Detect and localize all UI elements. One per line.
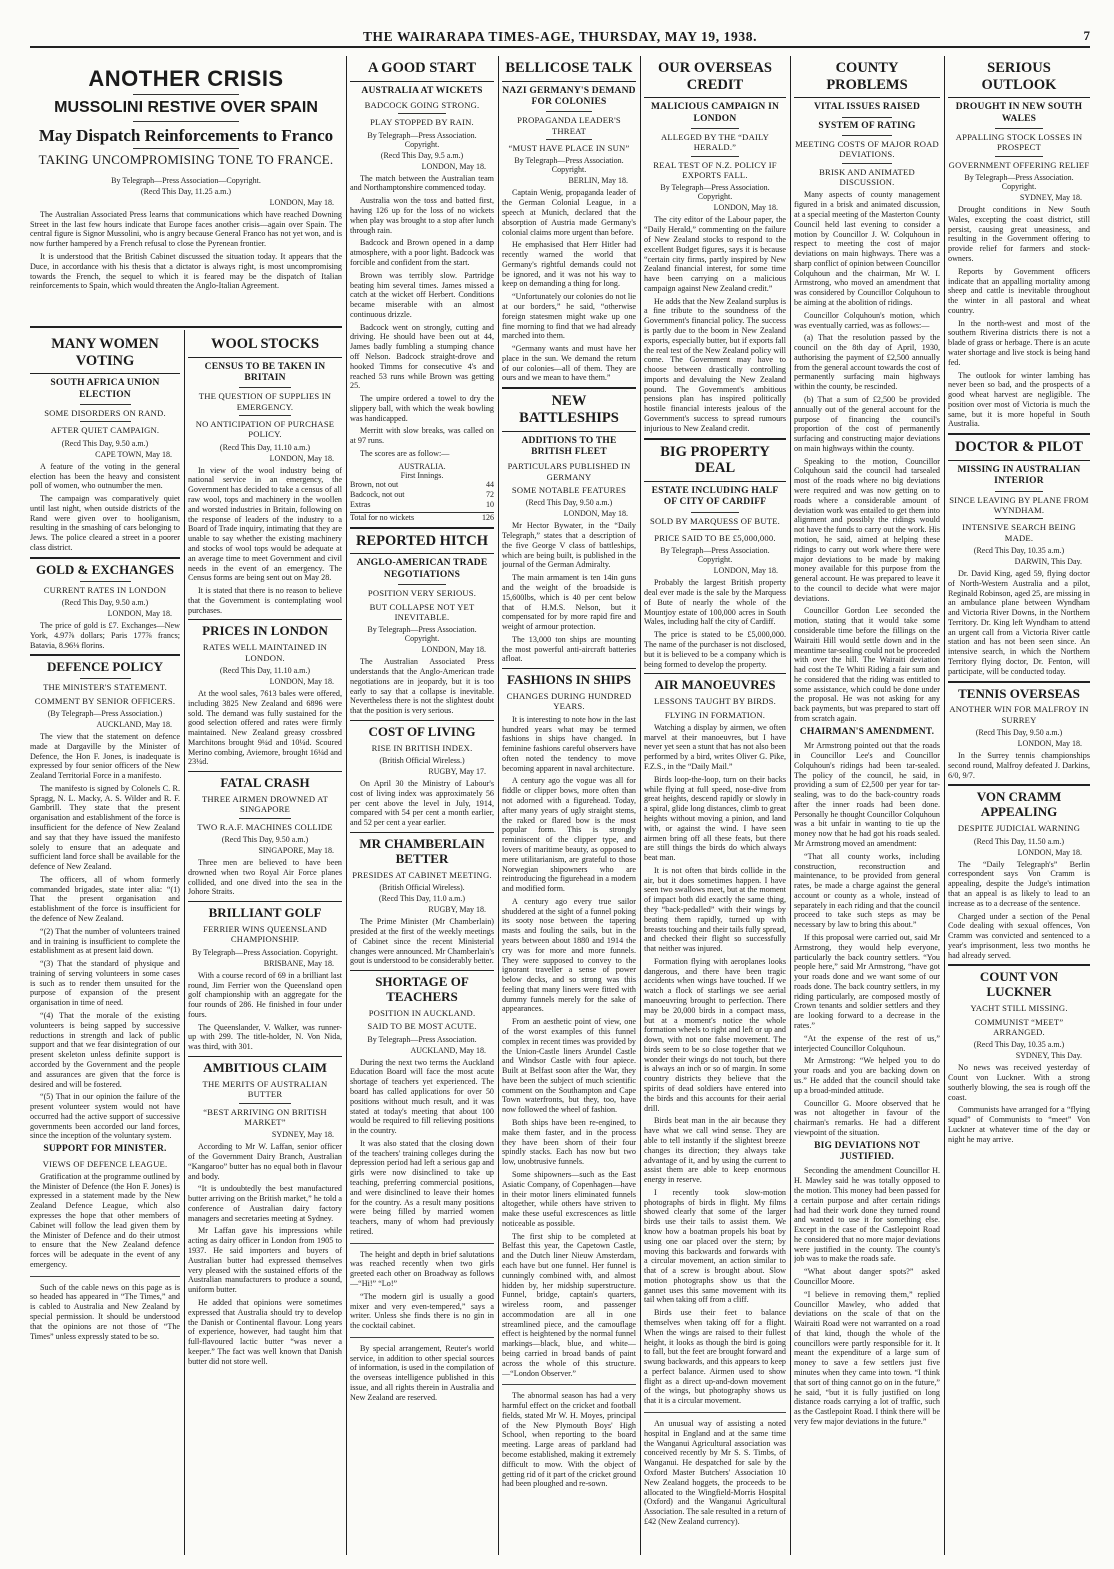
bellicose-headline: BELLICOSE TALK xyxy=(505,60,633,76)
butter-p1: According to Mr W. Laffan, senior officer of the Government Dairy Branch, Australian “Kangaroo” butter has no equal both in flavour and body. xyxy=(188,1142,342,1181)
chamberlain-sub1: PRESIDES AT CABINET MEETING. xyxy=(352,869,492,880)
score-row: Extras 10 xyxy=(350,499,494,509)
cramm-p1: The “Daily Telegraph's” Berlin correspondent says Von Cramm is appealing, despite the Judge's intimation that an appeal is as likely to lead to an increase as to a decrease of the sentence. xyxy=(948,859,1090,908)
credit-sub1: MALICIOUS CAMPAIGN IN LONDON xyxy=(650,102,780,124)
air-p4: Formation flying with aeroplanes looks dangerous, and there have been tragic accidents when wings have touched. If we watch a flock of starlings we see aerial manoeuvring brought to perfection. There may be 20,000 birds in a compact mass, but at a moment's notice the whole formation wheels to right and left or up and down, with not one false movement. The birds seem to be so close together that we wonder their wings do not touch, but there is always an inch or so of margin. In some country districts they believe that the spirits of dead soldiers have entered into the birds and this accounts for their aerial drill. xyxy=(644,956,786,1113)
county-p7: Mr Armstrong pointed out that the roads in Councillor Lee's and Councillor Colquhoun's ridings had been tar-sealed. The policy of the council, he said, in providing a sum of £2,500 per year for tar-sealing, was to do the back-country roads after the inner roads had been done. Personally he thought Councillor Colquhoun was a bit unfair in wanting to tie up the money now that he had got his roads sealed. Mr Armstrong moved an amendment: xyxy=(794,741,940,848)
gold-p1: The price of gold is £7. Exchanges—New York, 4.97⅞ dollars; Paris 177⅞ francs; Batavia, 8.96⅛ florins. xyxy=(30,621,180,650)
cricket-received: (Recd This Day, 9.5 a.m.) xyxy=(380,150,464,160)
bellicose-dateline: BERLIN, May 18. xyxy=(568,176,628,186)
outlook-byline: By Telegraph—Press Association. Copyright. xyxy=(964,173,1074,192)
doctor-headline: DOCTOR & PILOT xyxy=(955,439,1083,456)
crash-headline: FATAL CRASH xyxy=(220,775,310,791)
wool-p2: It is stated that there is no reason to believe that the Government is contemplating wool purchases. xyxy=(188,586,342,615)
defence-p6: “(4) That the morale of the existing volunteers is being sapped by successive reductions in strength and lack of public support and that we fear disintegration of our present skeleton unless definite support is accorded by the Government and the people and assurances are given that the force is desired and will be fostered. xyxy=(30,1011,180,1089)
credit-p1: The city editor of the Labour paper, the “Daily Herald,” commenting on the failure of New Zealand stocks to respond to the excellent Budget figures, says it is because “certain city firms, partly inspired by New Zealand financial interest, for some time have been carrying on a malicious campaign against New Zealand credit.” xyxy=(644,215,786,293)
crisis-p2: It is understood that the British Cabinet discussed the situation today. It appears that the Duce, in accordance with his thesis that a dictator is always right, is most uncompromising towards the French, the sequel to which it is feared may be the dispatch of Italian reinforcements to Spain, which would threaten the Anglo-Italian Agreement. xyxy=(30,251,342,291)
cricket-headline: A GOOD START xyxy=(368,60,476,76)
prices-dateline: LONDON, May 18. xyxy=(269,676,334,686)
property-p2: The price is stated to be £5,000,000. The name of the purchaser is not disclosed, but it is believed to be a company which is being formed to develop the property. xyxy=(644,630,786,669)
defence-byline: (By Telegraph—Press Association.) xyxy=(47,708,163,718)
defence-p8: Gratification at the programme outlined by the Minister of Defence (the Hon F. Jones) is expressed in a statement made by the New Zealand Defence League, which also expresses the hope that other members of Cabinet will follow the lead given them by the Minister of Defence and do their utmost to ensure that the New Zealand defence forces will be adequate in the event of any emergency. xyxy=(30,1171,180,1269)
voting-headline: MANY WOMEN VOTING xyxy=(51,336,159,369)
defence-p5: “(3) That the standard of physique and training of serving volunteers in some cases is such as to render them unsuited for the purpose of expansion of the present organisation in time of need. xyxy=(30,959,180,1008)
air-p3: It is not often that birds collide in the air, but it does sometimes happen. I have seen two swallows meet, but at the moment of impact both did exactly the same thing, they “back-pedalled” with their wings by beating them rapidly, turned up with breasts touching and their tails fully spread, and checked their flight so successfully that neither was injured. xyxy=(644,865,786,954)
column-2 xyxy=(188,332,342,1555)
prices-sub1: RATES WELL MAINTAINED IN LONDON. xyxy=(202,642,328,663)
outlook-p1: Drought conditions in New South Wales, excepting the coast district, still persist, causing great uneasiness, and resulting in the Government offering to provide relief for farmers and stock-owners. xyxy=(948,205,1090,263)
county-amend-head: CHAIRMAN'S AMENDMENT. xyxy=(799,726,935,737)
golf-p1: With a course record of 69 in a brilliant last round, Jim Ferrier won the Queensland open golf championship with an aggregate for the four rounds of 286. He finished in four under fours. xyxy=(188,970,342,1019)
hitch-p1: The Australian Associated Press understands that the Anglo-American trade negotiations are in jeopardy, but it is too early to say that a collapse is inevitable. Nevertheless there is not the slightest doubt that the position is very serious. xyxy=(350,657,494,716)
luckner-p1: No news was received yesterday of Count von Luckner. With a strong southerly blowing, the sea is rough off the coast. xyxy=(948,1063,1090,1102)
defence-p7: “(5) That in our opinion the failure of the present volunteer system would not have occurred had the active support of successive governments been accorded our land forces, since the inception of the voluntary system. xyxy=(30,1092,180,1141)
hitch-byline: By Telegraph—Press Association. Copyright. xyxy=(367,625,477,644)
cricket-sub2: BADCOCK GOING STRONG. xyxy=(364,100,480,111)
defence-dateline: AUCKLAND, May 18. xyxy=(96,719,172,729)
luckner-sub1: YACHT STILL MISSING. xyxy=(970,1003,1068,1014)
teachers-sub1: POSITION IN AUCKLAND. xyxy=(368,1007,476,1018)
defence-support-head: SUPPORT FOR MINISTER. xyxy=(43,1144,167,1155)
cricket-p5: Badcock went on strongly, cutting and driving. He should have been out at 44, James badly fumbling a stumping chance off Nelson. Badcock straight-drove and hooked Timms for consecutive 4's and reached 53 runs while Brown was getting 25. xyxy=(350,322,494,391)
cricket-p2: Australia won the toss and batted first, having 126 up for the loss of no wickets when play was brought to a stop after lunch through rain. xyxy=(350,196,494,235)
outlook-sub2: APPALLING STOCK LOSSES IN PROSPECT xyxy=(955,132,1083,153)
wool-dateline: LONDON, May 18. xyxy=(269,453,334,463)
tennis-headline: TENNIS OVERSEAS xyxy=(958,685,1080,701)
cricket-p8: The scores are as follow:— xyxy=(360,449,450,458)
prices-p1: At the wool sales, 7613 bales were offered, including 3825 New Zealand and 6896 were sold. The demand was fully sustained for the good selection offered and rates were firmly maintained. New Zealand greasy crossbred Marchitons brought 9¼d and 10¼d. Scoured Merino combing, Aviemore, brought 16¼d and 23¼d. xyxy=(188,688,342,767)
living-sub1: RISE IN BRITISH INDEX. xyxy=(371,742,473,753)
fashions-p3: A century ago every true sailor shuddered at the sight of a funnel poking its sooty nose between the tapering masts and fouling the sails, but in the years between about 1880 and 1914 the cry was for more and more funnels. They were supposed to convey to the ignorant traveller a sense of power below decks, and so strong was this feeling that many liners were fitted with dummy funnels merely for the sake of appearances. xyxy=(502,896,636,1014)
voting-sub1: SOUTH AFRICA UNION ELECTION xyxy=(50,378,160,400)
golf-p2: The Queenslander, V. Walker, was runner-up with 299. The title-holder, N. Von Nida, was third, with 301. xyxy=(188,1022,342,1052)
tennis-received: (Recd This Day, 9.50 a.m.) xyxy=(975,728,1063,738)
county-p2: Councillor Colquhoun's motion, which was eventually carried, was as follows:— xyxy=(794,310,940,330)
page-number: 7 xyxy=(1083,28,1090,43)
gold-received: (Recd This Day, 9.50 a.m.) xyxy=(61,598,149,608)
prices-headline: PRICES IN LONDON xyxy=(202,623,328,639)
county-p11: Mr Armstrong: “We helped you to do your roads and you are backing down on us.” He added that the council should take up a broad-minded attitude. xyxy=(794,1056,940,1095)
credit-p2: He adds that the New Zealand surplus is a fine tribute to the soundness of the Government's financial policy. The success is partly due to the boom in New Zealand exports, especially butter, but if exports fall the real test of the New Zealand policy will come. The Government may have to choose between drastically controlling imports and devaluing the New Zealand pound. The Government's ambitious pensions plan has inspired politically hostile financial interests jealous of the Government's success to spread rumours injurious to New Zealand credit. xyxy=(644,296,786,433)
wool-sub3: NO ANTICIPATION OF PURCHASE POLICY. xyxy=(195,419,335,440)
county-big-head: BIG DEVIATIONS NOT JUSTIFIED. xyxy=(814,1140,920,1163)
column-7 xyxy=(948,56,1090,1555)
cricket-innings: First Innings. xyxy=(400,470,444,480)
cricket-p6: The umpire ordered a towel to dry the slippery ball, with which the weak bowling was handicapped. xyxy=(350,394,494,423)
county-p12: Councillor G. Moore observed that he was not altogether in favour of the chairman's remarks. He had a different viewpoint of the situation. xyxy=(794,1098,940,1137)
filler-p3: The height and depth in brief salutations was reached recently when two girls greeted each other on Broadway as follows—“Hi!” “Lo!” xyxy=(350,1249,494,1289)
crisis-sub1: MUSSOLINI RESTIVE OVER SPAIN xyxy=(54,99,318,117)
cramm-headline: VON CRAMM APPEALING xyxy=(976,789,1062,820)
outlook-sub3: GOVERNMENT OFFERING RELIEF xyxy=(948,159,1090,170)
property-p1: Probably the largest British property deal ever made is the sale by the Marquess of Bute of nearly the whole of the Mountjoy estate of 100,000 acres in South Wales, including half the city of Cardiff. xyxy=(644,578,786,627)
luckner-sub2: COMMUNIST “MEET” ARRANGED. xyxy=(974,1016,1064,1037)
outlook-headline: SERIOUS OUTLOOK xyxy=(981,60,1057,93)
column-6 xyxy=(794,56,940,1555)
battleships-sub3: SOME NOTABLE FEATURES xyxy=(511,484,627,495)
luckner-p2: Communists have arranged for a “flying squad” of Communists to “meet” Von Luckner at whatever time of the day or night he may arrive. xyxy=(948,1105,1090,1144)
battleships-headline: NEW BATTLESHIPS xyxy=(519,393,619,426)
fashions-sub1: CHANGES DURING HUNDRED YEARS. xyxy=(506,691,632,712)
column-3 xyxy=(350,56,494,1555)
luckner-headline: COUNT VON LUCKNER xyxy=(979,969,1059,1000)
property-sub3: PRICE SAID TO BE £5,000,000. xyxy=(654,533,776,543)
gold-sub1: CURRENT RATES IN LONDON xyxy=(43,584,167,595)
air-sub2: FLYING IN FORMATION. xyxy=(664,709,766,720)
cricket-team: AUSTRALIA. xyxy=(398,461,446,471)
cricket-dateline: LONDON, May 18. xyxy=(421,161,486,171)
column-4 xyxy=(502,56,636,1555)
county-p9: If this proposal were carried out, said Mr Armstrong, they would help everyone, particularly the back country settlers. “You people here,” said Mr Armstrong, “have got your roads done and we want some of our roads done. The back country settlers, in my riding particularly, are composed mostly of Crown tenants and soldier settlers and they are looking forward to a decrease in the rates.” xyxy=(794,933,940,1031)
living-headline: COST OF LIVING xyxy=(368,723,476,739)
crisis-sub2: May Dispatch Reinforcements to Franco xyxy=(38,125,334,145)
score-total: Total for no wickets 126 xyxy=(350,512,494,522)
defence-p2: The manifesto is signed by Colonels C. R. Spragg, N. L. Macky, A. S. Wilder and R. F. Gambrill. They state that the present organisation and establishment of the force is insufficient for the defence of New Zealand and say that they have issued the manifesto solely to ensure that an adequate and sufficient land force shall be available for the defence of New Zealand. xyxy=(30,783,180,872)
county-headline: COUNTY PROBLEMS xyxy=(826,60,908,93)
defence-p3: The officers, all of whom formerly commanded brigades, state inter alia: “(1) That the present organisation and establishment of the force is insufficient for the defence of New Zealand. xyxy=(30,874,180,923)
fashions-p2: A century ago the vogue was all for fiddle or clipper bows, more often than not adorned with a figurehead. Today, after many years of ugly straight stems, the raked or flared bow is the most popular form. This is strongly reminiscent of the clipper type, and lovers of maritime beauty, as opposed to mere utilitarianism, are grateful to those Norwegian shipowners who are reintroducing the figurehead in a modern and modified form. xyxy=(502,776,636,894)
teachers-headline: SHORTAGE OF TEACHERS xyxy=(375,974,469,1005)
air-p5: Birds beat man in the air because they have what we call wind sense. They are able to tell instantly if the slightest breeze changes its direction; they always take advantage of it, and by using the current to assist them are able to keep enormous energy in reserve. xyxy=(644,1116,786,1185)
chamberlain-byline: (British Official Wireless). xyxy=(379,883,465,893)
crash-received: (Recd This Day, 9.50 a.m.) xyxy=(221,835,309,845)
voting-sub2: SOME DISORDERS ON RAND. xyxy=(44,408,166,419)
crisis-byline: By Telegraph—Press Association—Copyright. xyxy=(111,175,261,185)
county-p5: Speaking to the motion, Councillor Colquhoun said the council had tarsealed most of the roads where no big deviations were required and was now getting on to roads where a considerable amount of deviation work was entailed to get them into alignment and possibly the ridings would not have the funds to carry out the work. His motion, he said, aimed at helping these ridings to carry out work where there were major deviations to be made by making money available for this purpose from the general account. He was prepared to leave it to the council to decide what were major deviations. xyxy=(794,456,940,603)
doctor-sub2: SINCE LEAVING BY PLANE FROM WYNDHAM. xyxy=(949,494,1089,516)
hitch-sub1: ANGLO-AMERICAN TRADE NEGOTIATIONS xyxy=(356,558,488,580)
property-dateline: LONDON, May 18. xyxy=(713,566,778,576)
score-row: Badcock, not out 72 xyxy=(350,489,494,499)
fashions-p5: Both ships have been re-engined, to make them faster, and in the process they have been shorn of their four spindly stacks. Each has now but two low, unobtrusive funnels. xyxy=(502,1118,636,1167)
doctor-dateline: DARWIN, This Day. xyxy=(1014,556,1082,566)
fashions-p7: The first ship to be completed at Belfast this year, the Capetown Castle, and the Dutch liner Nieuw Amsterdam, each have but one funnel. Her funnel is cunningly combined with, and almost hidden by, her midship superstructure. Funnel, bridge, captain's quarters, wireless room, and passenger accommodation are all in one streamlined piece, and the camouflage effect is heightened by the normal funnel markings—black, blue, and white—being carried in broad bands of paint across the whole of this structure.—“London Observer.” xyxy=(502,1231,636,1378)
butter-p2: “It is undoubtedly the best manufactured butter arriving on the British market,” he told a conference of Australian dairy factory managers and secretaries meeting at Sydney. xyxy=(188,1184,342,1223)
tennis-sub1: ANOTHER WIN FOR MALFROY IN SURREY xyxy=(949,704,1089,725)
county-p13: Seconding the amendment Councillor H. H. Mawley said he was totally opposed to the motion. This money had been passed for a certain purpose and after certain ridings had had their work done they turned round and wanted to use it for something else. Except in the case of the Castlepoint Road he considered that no more major deviations were justified in the county. The county's job was to make the roads safe. xyxy=(794,1166,940,1264)
teachers-sub2: SAID TO BE MOST ACUTE. xyxy=(367,1021,477,1032)
butter-headline: AMBITIOUS CLAIM xyxy=(203,1060,327,1076)
prices-received: (Recd This Day, 11.10 a.m.) xyxy=(219,665,311,675)
defence-sub2: COMMENT BY SENIOR OFFICERS. xyxy=(34,695,176,706)
hitch-dateline: LONDON, May 18. xyxy=(421,645,486,655)
lead-story-bottom-rule xyxy=(30,326,342,328)
fashions-p1: It is interesting to note how in the last hundred years what may be termed fashions in ships have changed. In feminine fashions careful observers have often noted the tendency to move becoming apparent in naval architecture. xyxy=(502,714,636,773)
outlook-p4: The outlook for winter lambing has never been so bad, and the prospects of a good wheat harvest are negligible. The position over most of Victoria is much the same, but it is more hopeful in South Australia. xyxy=(948,370,1090,429)
golf-headline: BRILLIANT GOLF xyxy=(208,905,322,921)
doctor-p1: Dr. David King, aged 59, flying doctor of North-Western Australia and a pilot, Reginald Robinson, aged 25, are missing in an ambulance plane between Wyndham and Victoria River Downs, in the Northern Territory. Dr. King left Wyndham to attend an urgent call from a Victoria River cattle station and has not been seen since. An intensive search, in which the Northern Territory flying doctor, Dr. Fenton, will participate, will be conducted today. xyxy=(948,568,1090,676)
defence-sub1: THE MINISTER'S STATEMENT. xyxy=(43,682,167,693)
cricket-scorecard xyxy=(350,480,494,523)
air-headline: AIR MANOEUVRES xyxy=(654,677,776,693)
bellicose-p4: “Germany wants and must have her place in the sun. We demand the return of our colonies—all of them. They are ours and we mean to have them.” xyxy=(502,344,636,383)
outlook-p2: Reports by Government officers indicate that an appalling mortality among sheep and cattle is inevitable throughout the winter in all pastoral and wheat country. xyxy=(948,266,1090,315)
golf-sub1: FERRIER WINS QUEENSLAND CHAMPIONSHIP. xyxy=(203,924,327,945)
wool-sub2: THE QUESTION OF SUPPLIES IN EMERGENCY. xyxy=(198,391,332,412)
air-p1: Watching a display by airmen, we often marvel at their manoeuvres, but I have never yet seen a stunt that has not also been performed by a bird, writes Oliver G. Pike, F.Z.S., in the “Daily Mail.” xyxy=(644,722,786,772)
voting-p1: A feature of the voting in the general election has been the heavy and consistent poll of women, who outnumber the men. xyxy=(30,461,180,491)
cricket-sub1: AUSTRALIA AT WICKETS xyxy=(361,85,483,96)
air-p2: Birds loop-the-loop, turn on their backs while flying at full speed, nose-dive from great heights, descend rapidly or slowly in a spiral, glide long distances, climb to great heights without moving a pinion, and land with, or against the wind. I have seen airmen bring off all these feats, but there are still things the birds do which always beat man. xyxy=(644,774,786,863)
crisis-dateline: LONDON, May 18. xyxy=(269,197,334,207)
chamberlain-received: (Recd This Day, 11.0 a.m.) xyxy=(378,894,466,904)
wool-sub1: CENSUS TO BE TAKEN IN BRITAIN xyxy=(204,361,326,384)
lead-story xyxy=(30,56,342,366)
county-p1: Many aspects of county management figured in a brisk and animated discussion, at a special meeting of the Masterton County Council held last evening to consider a motion by Councillor J. W. Colquhoun in respect to meeting the cost of major deviations on main highways. There was a sharp conflict of opinion between Councillor Colquhoun and the chairman, Mr W. I. Armstrong, who moved an amendment that was considered by Councillor Colquhoun to be aiming at the abolition of ridings. xyxy=(794,190,940,307)
county-p3: (a) That the resolution passed by the council on the 8th day of April, 1930, authorising the payment of £2,500 annually from the general account towards the cost of permanently surfacing main highways within the county, be rescinded. xyxy=(794,333,940,392)
defence-headline: DEFENCE POLICY xyxy=(47,659,163,675)
living-byline: (British Official Wireless.) xyxy=(379,756,465,766)
credit-headline: OUR OVERSEAS CREDIT xyxy=(657,60,772,93)
property-headline: BIG PROPERTY DEAL xyxy=(660,443,770,477)
golf-byline: By Telegraph—Press Association. Copyright. xyxy=(192,947,338,957)
gold-dateline: LONDON, May 18. xyxy=(107,609,172,619)
tennis-p1: In the Surrey tennis championships second round, Malfroy defeated J. Darkins, 6/0, 9/7. xyxy=(948,751,1090,780)
county-p6: Councillor Gordon Lee seconded the motion, stating that it would take some considerable time before the fillings on the Wairaiti Hill would settle down and in the meantime tar-sealing could not be proceeded with over the hill. The Wairaiti deviation had cost the Te Whiti Riding a fair sum and he considered that the riding was entitled to some assistance, which could be done under the proposal. He was not asking for any back payments, but was prepared to start off from scratch again. xyxy=(794,606,940,723)
crisis-headline: ANOTHER CRISIS xyxy=(88,66,284,91)
doctor-received: (Recd This Day, 10.35 a.m.) xyxy=(973,545,1065,555)
battleships-sub2: PARTICULARS PUBLISHED IN GERMANY xyxy=(507,461,631,482)
butter-sub1: THE MERITS OF AUSTRALIAN BUTTER xyxy=(202,1078,328,1100)
crisis-received: (Recd This Day, 11.25 a.m.) xyxy=(140,186,232,196)
county-p14: “What about danger spots?” asked Councillor Moore. xyxy=(794,1267,940,1287)
teachers-p1: During the next two terms the Auckland Education Board will face the most acute shortage of teachers yet experienced. The board has called applications for over 50 positions without much result, and it was stated at today's meeting that about 100 would be required to fill relieving positions in the country. xyxy=(350,1057,494,1136)
outlook-p3: In the north-west and most of the southern Riverina districts there is not a blade of grass or herbage. There is an acute water shortage and live stock is being hand fed. xyxy=(948,318,1090,367)
county-sub2: SYSTEM OF RATING xyxy=(818,120,916,131)
county-sub1: VITAL ISSUES RAISED xyxy=(813,102,921,113)
tennis-dateline: LONDON, May 18. xyxy=(1017,739,1082,749)
property-byline: By Telegraph—Press Association. Copyright. xyxy=(660,546,770,565)
bellicose-sub1: NAZI GERMANY'S DEMAND FOR COLONIES xyxy=(502,85,636,108)
county-sub3: MEETING COSTS OF MAJOR ROAD DEVIATIONS. xyxy=(795,139,939,160)
cricket-byline: By Telegraph—Press Association. Copyright. xyxy=(367,130,477,149)
cricket-p3: Badcock and Brown opened in a damp atmosphere, with a poor light. Badcock was forcible and confident from the start. xyxy=(350,238,494,267)
chamberlain-p1: The Prime Minister (Mr Chamberlain) presided at the first of the weekly meetings of Cabinet since the recent Ministerial changes were announced. Mr Chamberlain's gout is understood to be considerably better. xyxy=(350,917,494,966)
air-p6: I recently took slow-motion photographs of birds in flight. My films showed clearly that some of the larger birds use their tails to assist them. We know how a boatman propels his boat by using one oar placed over the stern; by moving this backwards and forwards with a circular movement, an action similar to that of a screw is brought about. Slow motion photographs show us that the gannet uses this same movement with its tail when taking off from a cliff. xyxy=(644,1187,786,1305)
filler-p4: “The modern girl is usually a good mixer and very even-tempered,” says a writer. Unless she finds there is no gin in the cocktail cabinet. xyxy=(350,1291,494,1331)
teachers-p2: It was also stated that the closing down of the teachers' training colleges during the depression period had left a serious gap and girls were now disinclined to take up teaching, preferring commercial positions, and were disinclined to leave their homes for the country. As a result many positions were being filled by married women teachers, many of whom had previously retired. xyxy=(350,1138,494,1236)
battleships-sub1: ADDITIONS TO THE BRITISH FLEET xyxy=(521,435,617,457)
reuter-note: By special arrangement, Reuter's world service, in addition to other special sources of information, is used in the compilation of the overseas intelligence published in this issue, and all rights therein in Australia and New Zealand are reserved. xyxy=(350,1343,494,1402)
doctor-sub1: MISSING IN AUSTRALIAN INTERIOR xyxy=(957,464,1081,487)
teachers-dateline: AUCKLAND, May 18. xyxy=(410,1045,486,1055)
crisis-sub3: TAKING UNCOMPROMISING TONE TO FRANCE. xyxy=(38,152,334,168)
teachers-byline: By Telegraph—Press Association. xyxy=(367,1034,477,1044)
masthead xyxy=(30,28,1090,48)
luckner-dateline: SYDNEY, This Day. xyxy=(1015,1051,1082,1061)
fashions-p6: Some shipowners—such as the East Asiatic Company, of Copenhagen—have in their motor liners eliminated funnels altogether, while others have striven to make these useful excrescences as little noticeable as possible. xyxy=(502,1169,636,1228)
county-sub4: BRISK AND ANIMATED DISCUSSION. xyxy=(819,166,915,188)
cricket-p1: The match between the Australian team and Northamptonshire commenced today. xyxy=(350,173,494,193)
fashions-p4: From an aesthetic point of view, one of the worst examples of this funnel complex in recent times was provided by the Union-Castle liners Arundel Castle and Windsor Castle with four apiece. Built at Belfast soon after the War, they have been the subject of much scientific comment on the Southampton and Cape Town waterfronts, but they, too, have now followed the wheel of fashion. xyxy=(502,1017,636,1115)
credit-sub3: REAL TEST OF N.Z. POLICY IF EXPORTS FALL. xyxy=(653,159,777,181)
butter-p4: He added that opinions were sometimes expressed that Australia should try to develop the Danish or Continental flavour. Long years of experience, however, had taught him that full-flavoured lactic butter “was never a keeper.” The fact was well known that Danish butter did not store well. xyxy=(188,1297,342,1366)
cricket-p7: Merritt with slow breaks, was called on at 97 runs. xyxy=(350,426,494,446)
butter-p3: Mr Laffan gave his impressions while acting as dairy officer in London from 1905 to 1937. He said importers and buyers of Australian butter had expressed themselves very pleased with the sustained efforts of the Australian manufacturers to produce a sound, uniform butter. xyxy=(188,1226,342,1295)
cramm-sub1: DESPITE JUDICIAL WARNING xyxy=(957,823,1081,834)
cramm-p2: Charged under a section of the Penal Code dealing with sexual offences, Von Cramm was convicted and sentenced to a year's imprisonment, less two months he had already served. xyxy=(948,911,1090,960)
air-sub1: LESSONS TAUGHT BY BIRDS. xyxy=(654,696,776,707)
living-dateline: RUGBY, May 17. xyxy=(428,767,486,777)
chamberlain-dateline: RUGBY, May 18. xyxy=(428,905,486,915)
credit-sub2: ALLEGED BY THE “DAILY HERALD.” xyxy=(660,132,770,153)
county-p10: “At the expense of the rest of us,” interjected Councillor Colquhoun. xyxy=(794,1033,940,1053)
luckner-received: (Recd This Day, 10.35 a.m.) xyxy=(973,1040,1065,1050)
hitch-sub2: POSITION VERY SERIOUS. xyxy=(367,588,477,599)
county-p8: “That all county works, including construction, reconstruction and maintenance, to be provided from general rates, be made a charge against the general account or county as a whole, instead of separately in each riding and that the council proceed to take such steps as may be necessary by law to bring this about.” xyxy=(794,851,940,930)
crash-sub2: TWO R.A.F. MACHINES COLLIDE xyxy=(197,821,333,832)
voting-sub3: AFTER QUIET CAMPAIGN. xyxy=(50,425,160,436)
crash-p1: Three men are believed to have been drowned when two Royal Air Force planes collided, and one dived into the sea in the Johore Straits. xyxy=(188,858,342,897)
cramm-dateline: LONDON, May 18. xyxy=(1017,847,1082,857)
voting-p2: The campaign was comparatively quiet until last night, when outside districts of the Rand were given over to hooliganism, resulting in the smashing of cars belonging to Jews. The police cleared a street in a poorer class district. xyxy=(30,494,180,552)
wool-headline: WOOL STOCKS xyxy=(210,336,320,352)
cramm-received: (Recd This Day, 11.50 a.m.) xyxy=(973,836,1065,846)
bellicose-p2: He emphasised that Herr Hitler had recently warned the world that Germany's rightful demands could not be ignored, and it was not his way to keep on demanding a thing for long. xyxy=(502,240,636,289)
hitch-sub3: BUT COLLAPSE NOT YET INEVITABLE. xyxy=(369,601,475,622)
outlook-sub1: DROUGHT IN NEW SOUTH WALES xyxy=(955,102,1083,124)
bellicose-p3: “Unfortunately our colonies do not lie at our borders,” he said, “otherwise foreign statesmen might wake up one fine morning to find that we had already marched into them. xyxy=(502,292,636,341)
column-5 xyxy=(644,56,786,1555)
masthead-title: THE WAIRARAPA TIMES-AGE, THURSDAY, MAY 19, 1938. xyxy=(362,29,758,44)
butter-dateline: SYDNEY, May 18. xyxy=(271,1130,334,1140)
gold-headline: GOLD & EXCHANGES xyxy=(36,561,174,577)
defence-support-sub: VIEWS OF DEFENCE LEAGUE. xyxy=(42,1158,168,1169)
county-p15: “I believe in removing them,” replied Councillor Mawley, who added that deviations on the scale of that on the Wairaiti Road were not warranted on a road of that kind, though the whole of the councillors were partly responsible for it. It meant the expenditure of a large sum of money to save a few settlers just five minutes when they came into town. “I think that sort of thing cannot go on in the future,” he said, “but it is fully justified on long distance roads carrying a lot of traffic, such as the Castlepoint Road. I think there will be very few major deviations in the future.” xyxy=(794,1289,940,1426)
wool-received: (Recd This Day, 11.10 a.m.) xyxy=(219,442,311,452)
outlook-dateline: SYDNEY, May 18. xyxy=(1019,193,1082,203)
bellicose-byline: By Telegraph—Press Association. Copyright. xyxy=(514,156,624,175)
battleships-p2: The main armament is ten 14in guns and the weight of the broadside is 15,600lbs, which is 40 per cent below that of H.M.S. Nelson, but it compensated for by more rapid fire and weight of armour protection. xyxy=(502,573,636,632)
credit-byline: By Telegraph—Press Association. Copyright. xyxy=(660,183,770,202)
wool-p1: In view of the wool industry being of national service in an emergency, the Government has decided to take a census of all raw wool, tops and machinery in the woollen and worsted industries in Britain, following on the response of leaders of the industry to a Board of Trade inquiry, intimating that they are unable to say whether the existing machinery and stocks of wool tops would be adequate at an average time to meet Government and civil needs in the event of an emergency. The Census forms are being sent out on May 28. xyxy=(188,465,342,583)
property-sub1: ESTATE INCLUDING HALF OF CITY OF CARDIFF xyxy=(651,485,779,508)
crash-dateline: SINGAPORE, May 18. xyxy=(258,846,334,856)
property-sub2: SOLD BY MARQUESS OF BUTE. xyxy=(649,515,781,526)
battleships-received: (Recd This Day, 9.50 a.m.) xyxy=(525,498,613,508)
voting-received: (Recd This Day, 9.50 a.m.) xyxy=(61,438,149,448)
bellicose-sub2: PROPAGANDA LEADER'S THREAT xyxy=(517,115,621,136)
cricket-sub3: PLAY STOPPED BY RAIN. xyxy=(370,117,474,128)
hospital-p8: An unusual way of assisting a noted hospital in England and at the same time the Wanganui Agricultural association was conceived recently by Mr S. S. Timbs, of Wanganui. He despatched for sale by the Oxford Master Butchers' Association 10 New Zealand hoggets, the proceeds to be allocated to the Wingfield-Morris Hospital (Oxford) and the Wanganui Agricultural Association. The sale resulted in a return of £42 (New Zealand currency). xyxy=(644,1419,786,1526)
golf-dateline: BRISBANE, May 18. xyxy=(263,958,334,968)
cricket-p4: Brown was terribly slow. Partridge beating him several times. James missed a catch at the wicket off Herbert. Conditions became miserable with an almost continuous drizzle. xyxy=(350,270,494,319)
battleships-dateline: LONDON, May 18. xyxy=(563,509,628,519)
doctor-sub3: INTENSIVE SEARCH BEING MADE. xyxy=(962,522,1076,543)
season-p8: The abnormal season has had a very harmful effect on the cricket and football fields, stated Mr W. H. Moyes, principal of the New Plymouth Boys' High School, when reporting to the board meeting. Large areas of parkland had become established, making it extremely difficult to mow. With the object of getting rid of it part of the cricket ground had been ploughed and re-sown. xyxy=(502,1391,636,1489)
county-p4: (b) That a sum of £2,500 be provided annually out of the general account for the purpose of financing the council's proportion of the cost of permanently surfacing and constructing major deviations on main highways within the county. xyxy=(794,395,940,453)
score-row: Brown, not out 44 xyxy=(350,479,494,489)
fashions-headline: FASHIONS IN SHIPS xyxy=(506,672,631,688)
hitch-headline: REPORTED HITCH xyxy=(355,532,489,549)
air-p7: Birds use their feet to balance themselves when taking off for a flight. When the wings are raised to their fullest height, it looks as though the bird is going to fall, but the feet are brought forward and swung backwards, and this appears to keep a perfect balance. Airmen used to show flight as a direct up-and-down movement of the wings, but photography shows us that it is a circular movement. xyxy=(644,1308,786,1406)
butter-sub2: “BEST ARRIVING ON BRITISH MARKET” xyxy=(203,1106,327,1127)
chamberlain-headline: MR CHAMBERLAIN BETTER xyxy=(359,836,485,866)
defence-p4: “(2) That the number of volunteers trained and in training is insufficient to complete the establishment as at present laid down. xyxy=(30,926,180,956)
crisis-p1: The Australian Associated Press learns that communications which have reached Downing Street in the last few hours indicate that Europe faces another crisis—again over Spain. The central figure is Signor Mussolini, who is angry because General Franco has not yet won, and is now further hampered by a French refusal to close the Pyrenean frontier. xyxy=(30,209,342,249)
times-note: Such of the cable news on this page as is so headed has appeared in “The Times,” and is cabled to Australia and New Zealand by special permission. It should be understood that the opinions are not those of “The Times” unless expressly stated to be so. xyxy=(30,1282,180,1341)
column-1 xyxy=(30,332,180,1555)
credit-dateline: LONDON, May 18. xyxy=(713,203,778,213)
bellicose-p1: Captain Wenig, propaganda leader of the German Colonial League, in a speech at Munich, declared that the absorption of Austria made Germany's colonial claims more urgent than before. xyxy=(502,188,636,237)
battleships-p1: Mr Hector Bywater, in the “Daily Telegraph,” states that a description of the five George V class of battleships, which are being built, is published in the journal of the German Admiralty. xyxy=(502,521,636,570)
voting-dateline: CAPE TOWN, May 18. xyxy=(95,449,172,459)
defence-p1: The view that the statement on defence made at Dargaville by the Minister of Defence, the Hon F. Jones, is inadequate is expressed by four senior officers of the New Zealand Territorial Force in a manifesto. xyxy=(30,731,180,781)
living-p1: On April 30 the Ministry of Labour's cost of living index was approximately 56 per cent above the level in July, 1914, compared with 54 per cent a month earlier, and 52 per cent a year earlier. xyxy=(350,779,494,828)
battleships-p3: The 13,000 ton ships are mounting the most powerful anti-aircraft batteries afloat. xyxy=(502,634,636,664)
crash-sub1: THREE AIRMEN DROWNED AT SINGAPORE xyxy=(201,794,329,815)
bellicose-sub3: “MUST HAVE PLACE IN SUN” xyxy=(508,143,630,154)
